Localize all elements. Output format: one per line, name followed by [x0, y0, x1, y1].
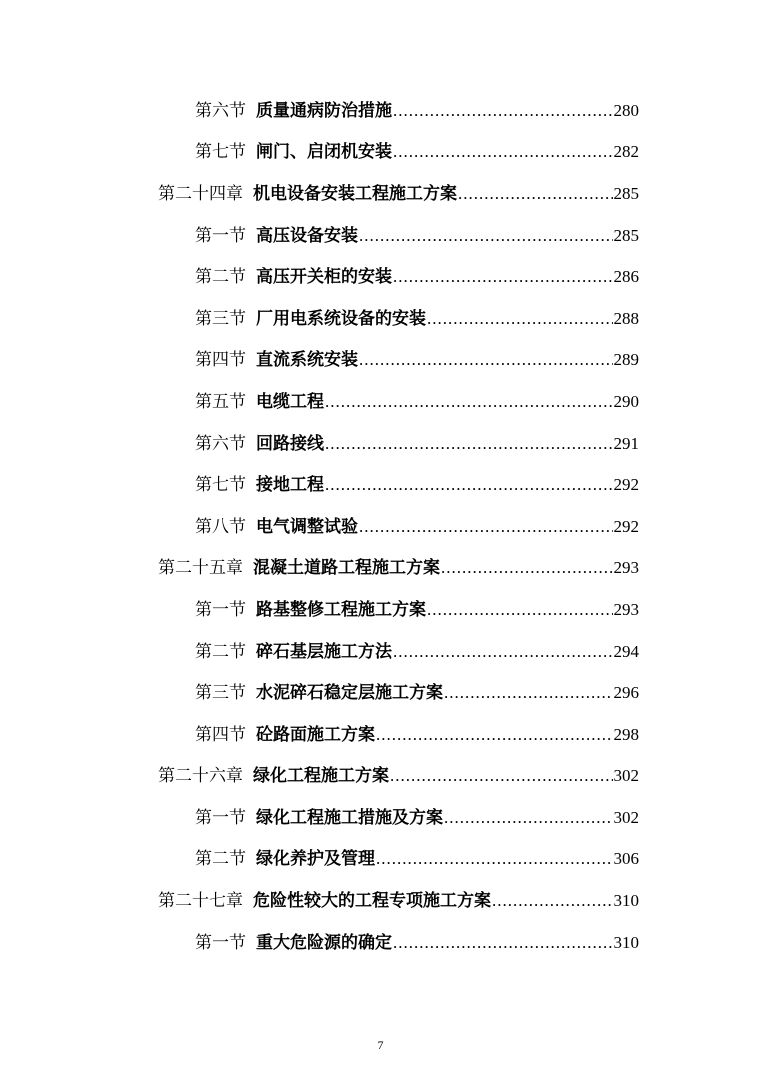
toc-dot-leader — [441, 558, 613, 578]
toc-section-entry — [0, 381, 761, 423]
toc-section-entry — [0, 132, 761, 174]
toc-entry-number: 第七节 — [195, 475, 246, 496]
toc-entry-row — [195, 350, 639, 370]
toc-entry-page: 289 — [613, 350, 639, 370]
toc-entry-title: 接地工程 — [256, 475, 324, 496]
toc-dot-leader — [325, 475, 613, 495]
toc-section-entry — [0, 631, 761, 673]
toc-entry-row — [158, 558, 639, 578]
toc-entry-number: 第七节 — [195, 142, 246, 163]
toc-entry-number: 第四节 — [195, 724, 246, 745]
toc-entry-row — [195, 725, 639, 745]
toc-dot-leader — [376, 725, 613, 745]
toc-entry-row — [195, 226, 639, 246]
toc-entry-page: 310 — [613, 932, 639, 952]
toc-entry-number: 第一节 — [195, 807, 246, 828]
toc-entry-page: 292 — [613, 516, 639, 536]
toc-dot-leader — [390, 766, 613, 786]
toc-section-entry — [0, 672, 761, 714]
toc-dot-leader — [393, 267, 613, 287]
toc-entry-number: 第六节 — [195, 433, 246, 454]
toc-entry-number: 第八节 — [195, 516, 246, 537]
toc-entry-row — [195, 849, 639, 869]
toc-section-entry — [0, 589, 761, 631]
toc-entry-row — [195, 101, 639, 121]
toc-chapter-entry — [0, 548, 761, 590]
toc-entry-page: 302 — [613, 766, 639, 786]
toc-entry-title: 质量通病防治措施 — [256, 100, 392, 121]
toc-dot-leader — [393, 933, 613, 953]
toc-section-entry — [0, 298, 761, 340]
toc-section-entry — [0, 506, 761, 548]
toc-section-entry — [0, 256, 761, 298]
toc-entry-page: 290 — [613, 391, 639, 411]
toc-chapter-entry — [0, 756, 761, 798]
toc-dot-leader — [325, 434, 613, 454]
toc-section-entry — [0, 797, 761, 839]
toc-entry-row — [195, 142, 639, 162]
toc-entry-title: 碎石基层施工方法 — [256, 641, 392, 662]
toc-entry-number: 第一节 — [195, 932, 246, 953]
toc-entry-page: 306 — [613, 849, 639, 869]
toc-entry-title: 危险性较大的工程专项施工方案 — [253, 891, 491, 912]
toc-dot-leader — [458, 184, 613, 204]
toc-dot-leader — [376, 849, 613, 869]
toc-entry-title: 高压开关柜的安装 — [256, 267, 392, 288]
toc-entry-row — [195, 434, 639, 454]
toc-dot-leader — [444, 808, 613, 828]
toc-entry-number: 第三节 — [195, 683, 246, 704]
toc-entry-title: 高压设备安装 — [256, 225, 358, 246]
toc-entry-page: 298 — [613, 724, 639, 744]
toc-entry-row — [195, 309, 639, 329]
toc-dot-leader — [359, 350, 613, 370]
toc-section-entry — [0, 922, 761, 964]
toc-entry-number: 第三节 — [195, 308, 246, 329]
toc-entry-row — [158, 766, 639, 786]
toc-entry-page: 302 — [613, 807, 639, 827]
toc-entry-row — [195, 933, 639, 953]
toc-entry-number: 第二十五章 — [158, 558, 243, 579]
toc-entry-page: 296 — [613, 683, 639, 703]
table-of-contents — [0, 90, 761, 963]
toc-entry-title: 闸门、启闭机安装 — [256, 142, 392, 163]
toc-entry-number: 第二节 — [195, 849, 246, 870]
toc-section-entry — [0, 340, 761, 382]
toc-entry-row — [195, 683, 639, 703]
toc-entry-number: 第一节 — [195, 225, 246, 246]
toc-entry-page: 288 — [613, 308, 639, 328]
toc-entry-page: 286 — [613, 267, 639, 287]
toc-entry-page: 291 — [613, 433, 639, 453]
toc-entry-number: 第一节 — [195, 599, 246, 620]
toc-entry-number: 第四节 — [195, 350, 246, 371]
toc-section-entry — [0, 714, 761, 756]
toc-entry-page: 294 — [613, 641, 639, 661]
toc-dot-leader — [393, 101, 613, 121]
toc-section-entry — [0, 464, 761, 506]
toc-entry-row — [195, 475, 639, 495]
toc-entry-title: 直流系统安装 — [256, 350, 358, 371]
toc-dot-leader — [393, 142, 613, 162]
toc-entry-row — [195, 600, 639, 620]
toc-entry-title: 机电设备安装工程施工方案 — [253, 183, 457, 204]
toc-entry-title: 电气调整试验 — [256, 516, 358, 537]
toc-entry-row — [195, 808, 639, 828]
toc-entry-title: 水泥碎石稳定层施工方案 — [256, 683, 443, 704]
toc-section-entry — [0, 90, 761, 132]
toc-entry-page: 293 — [613, 558, 639, 578]
toc-entry-number: 第二十七章 — [158, 891, 243, 912]
toc-entry-number: 第六节 — [195, 100, 246, 121]
toc-entry-page: 285 — [613, 183, 639, 203]
toc-dot-leader — [393, 642, 613, 662]
toc-entry-row — [195, 267, 639, 287]
toc-entry-title: 路基整修工程施工方案 — [256, 599, 426, 620]
toc-entry-page: 310 — [613, 891, 639, 911]
toc-entry-row — [195, 642, 639, 662]
toc-entry-number: 第五节 — [195, 391, 246, 412]
toc-entry-title: 回路接线 — [256, 433, 324, 454]
toc-entry-title: 绿化工程施工方案 — [253, 766, 389, 787]
toc-entry-page: 285 — [613, 225, 639, 245]
toc-entry-title: 绿化养护及管理 — [256, 849, 375, 870]
toc-dot-leader — [427, 309, 613, 329]
toc-entry-title: 重大危险源的确定 — [256, 932, 392, 953]
toc-chapter-entry — [0, 173, 761, 215]
toc-entry-page: 293 — [613, 599, 639, 619]
toc-entry-row — [158, 891, 639, 911]
toc-entry-number: 第二节 — [195, 641, 246, 662]
toc-entry-title: 厂用电系统设备的安装 — [256, 308, 426, 329]
toc-section-entry — [0, 839, 761, 881]
toc-chapter-entry — [0, 880, 761, 922]
toc-entry-page: 292 — [613, 475, 639, 495]
toc-dot-leader — [427, 600, 613, 620]
toc-entry-title: 砼路面施工方案 — [256, 724, 375, 745]
toc-entry-page: 280 — [613, 100, 639, 120]
toc-dot-leader — [359, 517, 613, 537]
toc-entry-number: 第二十四章 — [158, 183, 243, 204]
toc-section-entry — [0, 215, 761, 257]
toc-dot-leader — [325, 392, 613, 412]
toc-dot-leader — [359, 226, 613, 246]
toc-dot-leader — [444, 683, 613, 703]
toc-entry-number: 第二节 — [195, 267, 246, 288]
toc-entry-title: 电缆工程 — [256, 391, 324, 412]
page-number: 7 — [377, 1038, 384, 1052]
toc-entry-row — [158, 184, 639, 204]
toc-entry-title: 绿化工程施工措施及方案 — [256, 807, 443, 828]
toc-entry-row — [195, 392, 639, 412]
toc-dot-leader — [492, 891, 613, 911]
toc-section-entry — [0, 423, 761, 465]
toc-entry-page: 282 — [613, 142, 639, 162]
toc-entry-title: 混凝土道路工程施工方案 — [253, 558, 440, 579]
toc-entry-number: 第二十六章 — [158, 766, 243, 787]
toc-entry-row — [195, 517, 639, 537]
